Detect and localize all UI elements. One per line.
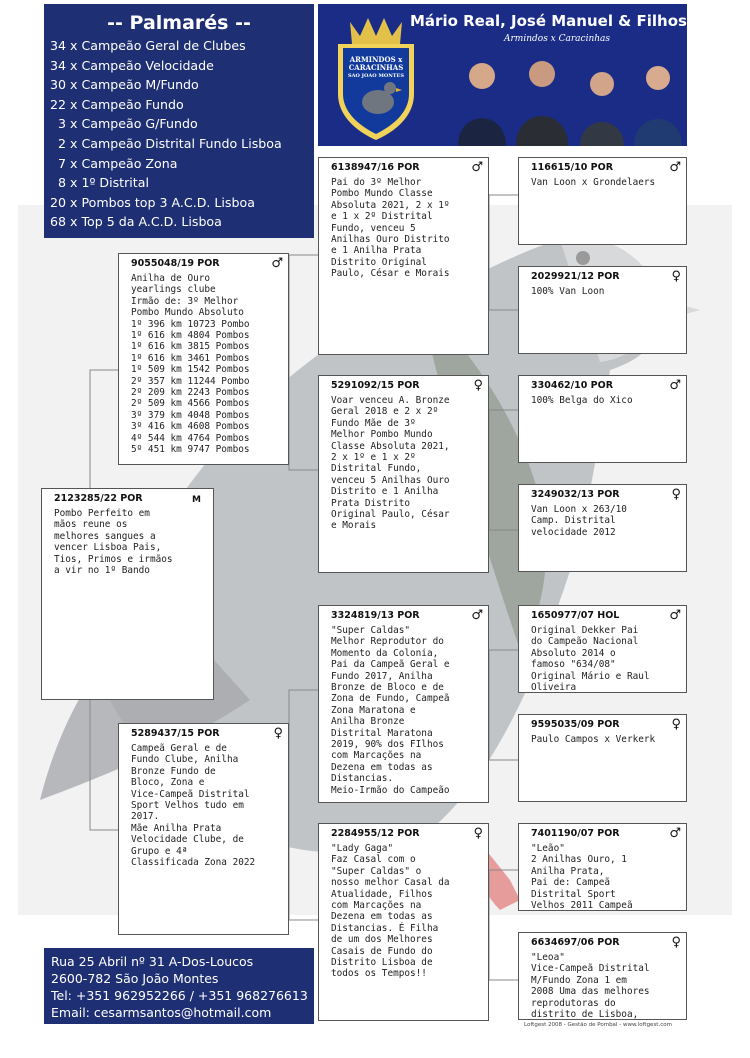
male-icon: ♂ (669, 826, 681, 841)
pedigree-card-gen3-4 (518, 484, 687, 572)
palmares-item: 20 x Pombos top 3 A.C.D. Lisboa (50, 194, 255, 210)
card-description: 100% Van Loon (531, 286, 605, 297)
card-description: Pai do 3º Melhor Pombo Mundo Classe Absoluta 2021, 2 x 1º e 1 x 2º Distrital Fundo, venceu 5 Anilhas Ouro Distrito e 1 Anilha Prata Distrito Original Paulo, César e Morais (331, 177, 450, 280)
sex-label: M (192, 495, 201, 505)
pedigree-card-sire-dam (318, 375, 489, 573)
female-icon: ♀ (473, 826, 483, 841)
contact-city: 2600-782 São João Montes (51, 971, 219, 986)
owners-photo (452, 54, 687, 146)
ring-number: 2029921/12 POR (531, 271, 620, 282)
card-description: 100% Belga do Xico (531, 395, 633, 406)
logo-text-line: SAO JOAO MONTES (348, 73, 404, 79)
ring-number: 3249032/13 POR (531, 489, 620, 500)
female-icon: ♀ (671, 487, 681, 502)
male-icon: ♂ (669, 378, 681, 393)
card-description: Anilha de Ouro yearlings clube Irmão de: 3º Melhor Pombo Mundo Absoluto 1º 396 km 10723 Pombo 1º 616 km 4804 Pombos 1º 616 km 3815 Pombos 1º 616 km 3461 Pombos 1º 509 km 1542 Pombos 2º 357 km 11244 Pombo 2º 209 km 2243 Pombos 2º 509 km 4566 Pombos 3º 379 km 4048 Pombos 3º 416 km 4608 Pombos 4º 544 km 4764 Pombos 5º 451 km 9747 Pombos (131, 273, 250, 456)
contact-panel (44, 948, 314, 1024)
card-description: "Leão" 2 Anilhas Ouro, 1 Anilha Prata, Pai de: Campeã Distrital Sport Velhos 2011 Campeã (531, 843, 633, 912)
pedigree-card-dam-sire (318, 605, 489, 803)
logo-text-line: ARMINDOS x (349, 55, 403, 64)
female-icon: ♀ (273, 726, 283, 741)
palmares-item: 34 x Campeão Velocidade (50, 57, 214, 73)
loft-owners-title: Mário Real, José Manuel & Filhos (410, 12, 687, 30)
pedigree-card-dam (118, 723, 289, 935)
card-description: Paulo Campos x Verkerk (531, 734, 656, 745)
female-icon: ♀ (671, 269, 681, 284)
male-icon: ♂ (271, 256, 283, 271)
pedigree-card-gen3-7 (518, 823, 687, 911)
ring-number: 7401190/07 POR (531, 828, 620, 839)
palmares-item: 34 x Campeão Geral de Clubes (50, 38, 246, 53)
card-description: Van Loon x 263/10 Camp. Distrital velocidade 2012 (531, 504, 627, 538)
ring-number: 9595035/09 POR (531, 719, 620, 730)
logo-text-line: CARACINHAS (348, 63, 404, 72)
palmares-item: 3 x Campeão G/Fundo (50, 116, 198, 132)
ring-number: 6138947/16 POR (331, 162, 420, 173)
ring-number: 5291092/15 POR (331, 380, 420, 391)
ring-number: 2123285/22 POR (54, 493, 143, 504)
female-icon: ♀ (671, 935, 681, 950)
pedigree-card-sire (118, 253, 289, 465)
card-description: "Super Caldas" Melhor Reprodutor do Momento da Colonia, Pai da Campeã Geral e Fundo 2017, Anilha Bronze de Bloco e de Zona de Fundo, Campeã Zona Maratona e Anilha Bronze Distrital Maratona 2019, 90% dos FIlhos com Marcações na Dezena em todas as Distancias. Meio-Irmão do Campeão (331, 625, 450, 796)
pedigree-card-gen3-1 (518, 157, 687, 245)
male-icon: ♂ (471, 160, 483, 175)
card-description: Original Dekker Pai do Campeão Nacional Absoluto 2014 o famoso "634/08" Original Mário e Raul Oliveira (531, 625, 650, 694)
palmares-item: 68 x Top 5 da A.C.D. Lisboa (50, 214, 222, 230)
ring-number: 330462/10 POR (531, 380, 614, 391)
ring-number: 2284955/12 POR (331, 828, 420, 839)
palmares-panel (44, 4, 314, 238)
pedigree-card-main (41, 488, 214, 700)
palmares-list (44, 36, 314, 232)
ring-number: 1650977/07 HOL (531, 610, 620, 621)
female-icon: ♀ (671, 717, 681, 732)
card-description: Campeã Geral e de Fundo Clube, Anilha Bronze Fundo de Bloco, Zona e Vice-Campeã Distrital Sport Velhos tudo em 2017. Mãe Anilha Prata Velocidade Clube, de Grupo e 4ª Classificada Zona 2022 (131, 743, 256, 869)
ring-number: 9055048/19 POR (131, 258, 220, 269)
header-banner (318, 4, 687, 146)
ring-number: 5289437/15 POR (131, 728, 220, 739)
palmares-title: -- Palmarés -- (107, 12, 251, 34)
male-icon: ♂ (471, 608, 483, 623)
pedigree-card-gen3-8 (518, 932, 687, 1020)
card-description: Pombo Perfeito em mãos reune os melhores sangues a vencer Lisboa Pais, Tios, Primos e irmãos a vir no 1º Bando (54, 508, 173, 577)
card-description: Voar venceu A. Bronze Geral 2018 e 2 x 2º Fundo Mãe de 3º Melhor Pombo Mundo Classe Absoluta 2021, 2 x 1º e 1 x 2º Distrital Fundo, venceu 5 Anilhas Ouro Distrito e 1 Anilha Prata Distrito Original Paulo, César e Morais (331, 395, 450, 532)
pedigree-card-sire-sire (318, 157, 489, 355)
ring-number: 3324819/13 POR (331, 610, 420, 621)
card-description: "Leoa" Vice-Campeã Distrital M/Fundo Zona 1 em 2008 Uma das melhores reprodutoras do distrito de Lisboa, (531, 952, 650, 1021)
ring-number: 116615/10 POR (531, 162, 614, 173)
contact-address: Rua 25 Abril nº 31 A-Dos-Loucos (51, 954, 254, 969)
palmares-item: 7 x Campeão Zona (50, 155, 178, 171)
female-icon: ♀ (473, 378, 483, 393)
contact-email[interactable]: Email: cesarmsantos@hotmail.com (51, 1005, 272, 1020)
male-icon: ♂ (669, 608, 681, 623)
card-description: "Lady Gaga" Faz Casal com o "Super Caldas" o nosso melhor Casal da Atualidade, Filhos com Marcações na Dezena em todas as Distancias. É Filha de um dos Melhores Casais de Fundo do Distrito Lisboa de todos os Tempos!! (331, 843, 450, 980)
loft-subtitle: Armindos x Caracinhas (504, 34, 611, 44)
palmares-item: 8 x 1º Distrital (50, 175, 149, 191)
palmares-item: 30 x Campeão M/Fundo (50, 77, 199, 93)
male-icon: ♂ (669, 160, 681, 175)
pedigree-card-gen3-5 (518, 605, 687, 693)
palmares-item: 22 x Campeão Fundo (50, 96, 184, 112)
pedigree-card-gen3-2 (518, 266, 687, 354)
palmares-item: 2 x Campeão Distrital Fundo Lisboa (50, 135, 282, 151)
card-description: Van Loon x Grondelaers (531, 177, 656, 188)
contact-phone: Tel: +351 962952266 / +351 968276613 (51, 988, 308, 1003)
pedigree-card-dam-dam (318, 823, 489, 1021)
software-credit: Loftgest 2008 - Gestão de Pombal - www.loftgest.com (524, 1022, 672, 1028)
pedigree-card-gen3-6 (518, 714, 687, 802)
pedigree-card-gen3-3 (518, 375, 687, 463)
logo-text (334, 56, 418, 80)
ring-number: 6634697/06 POR (531, 937, 620, 948)
